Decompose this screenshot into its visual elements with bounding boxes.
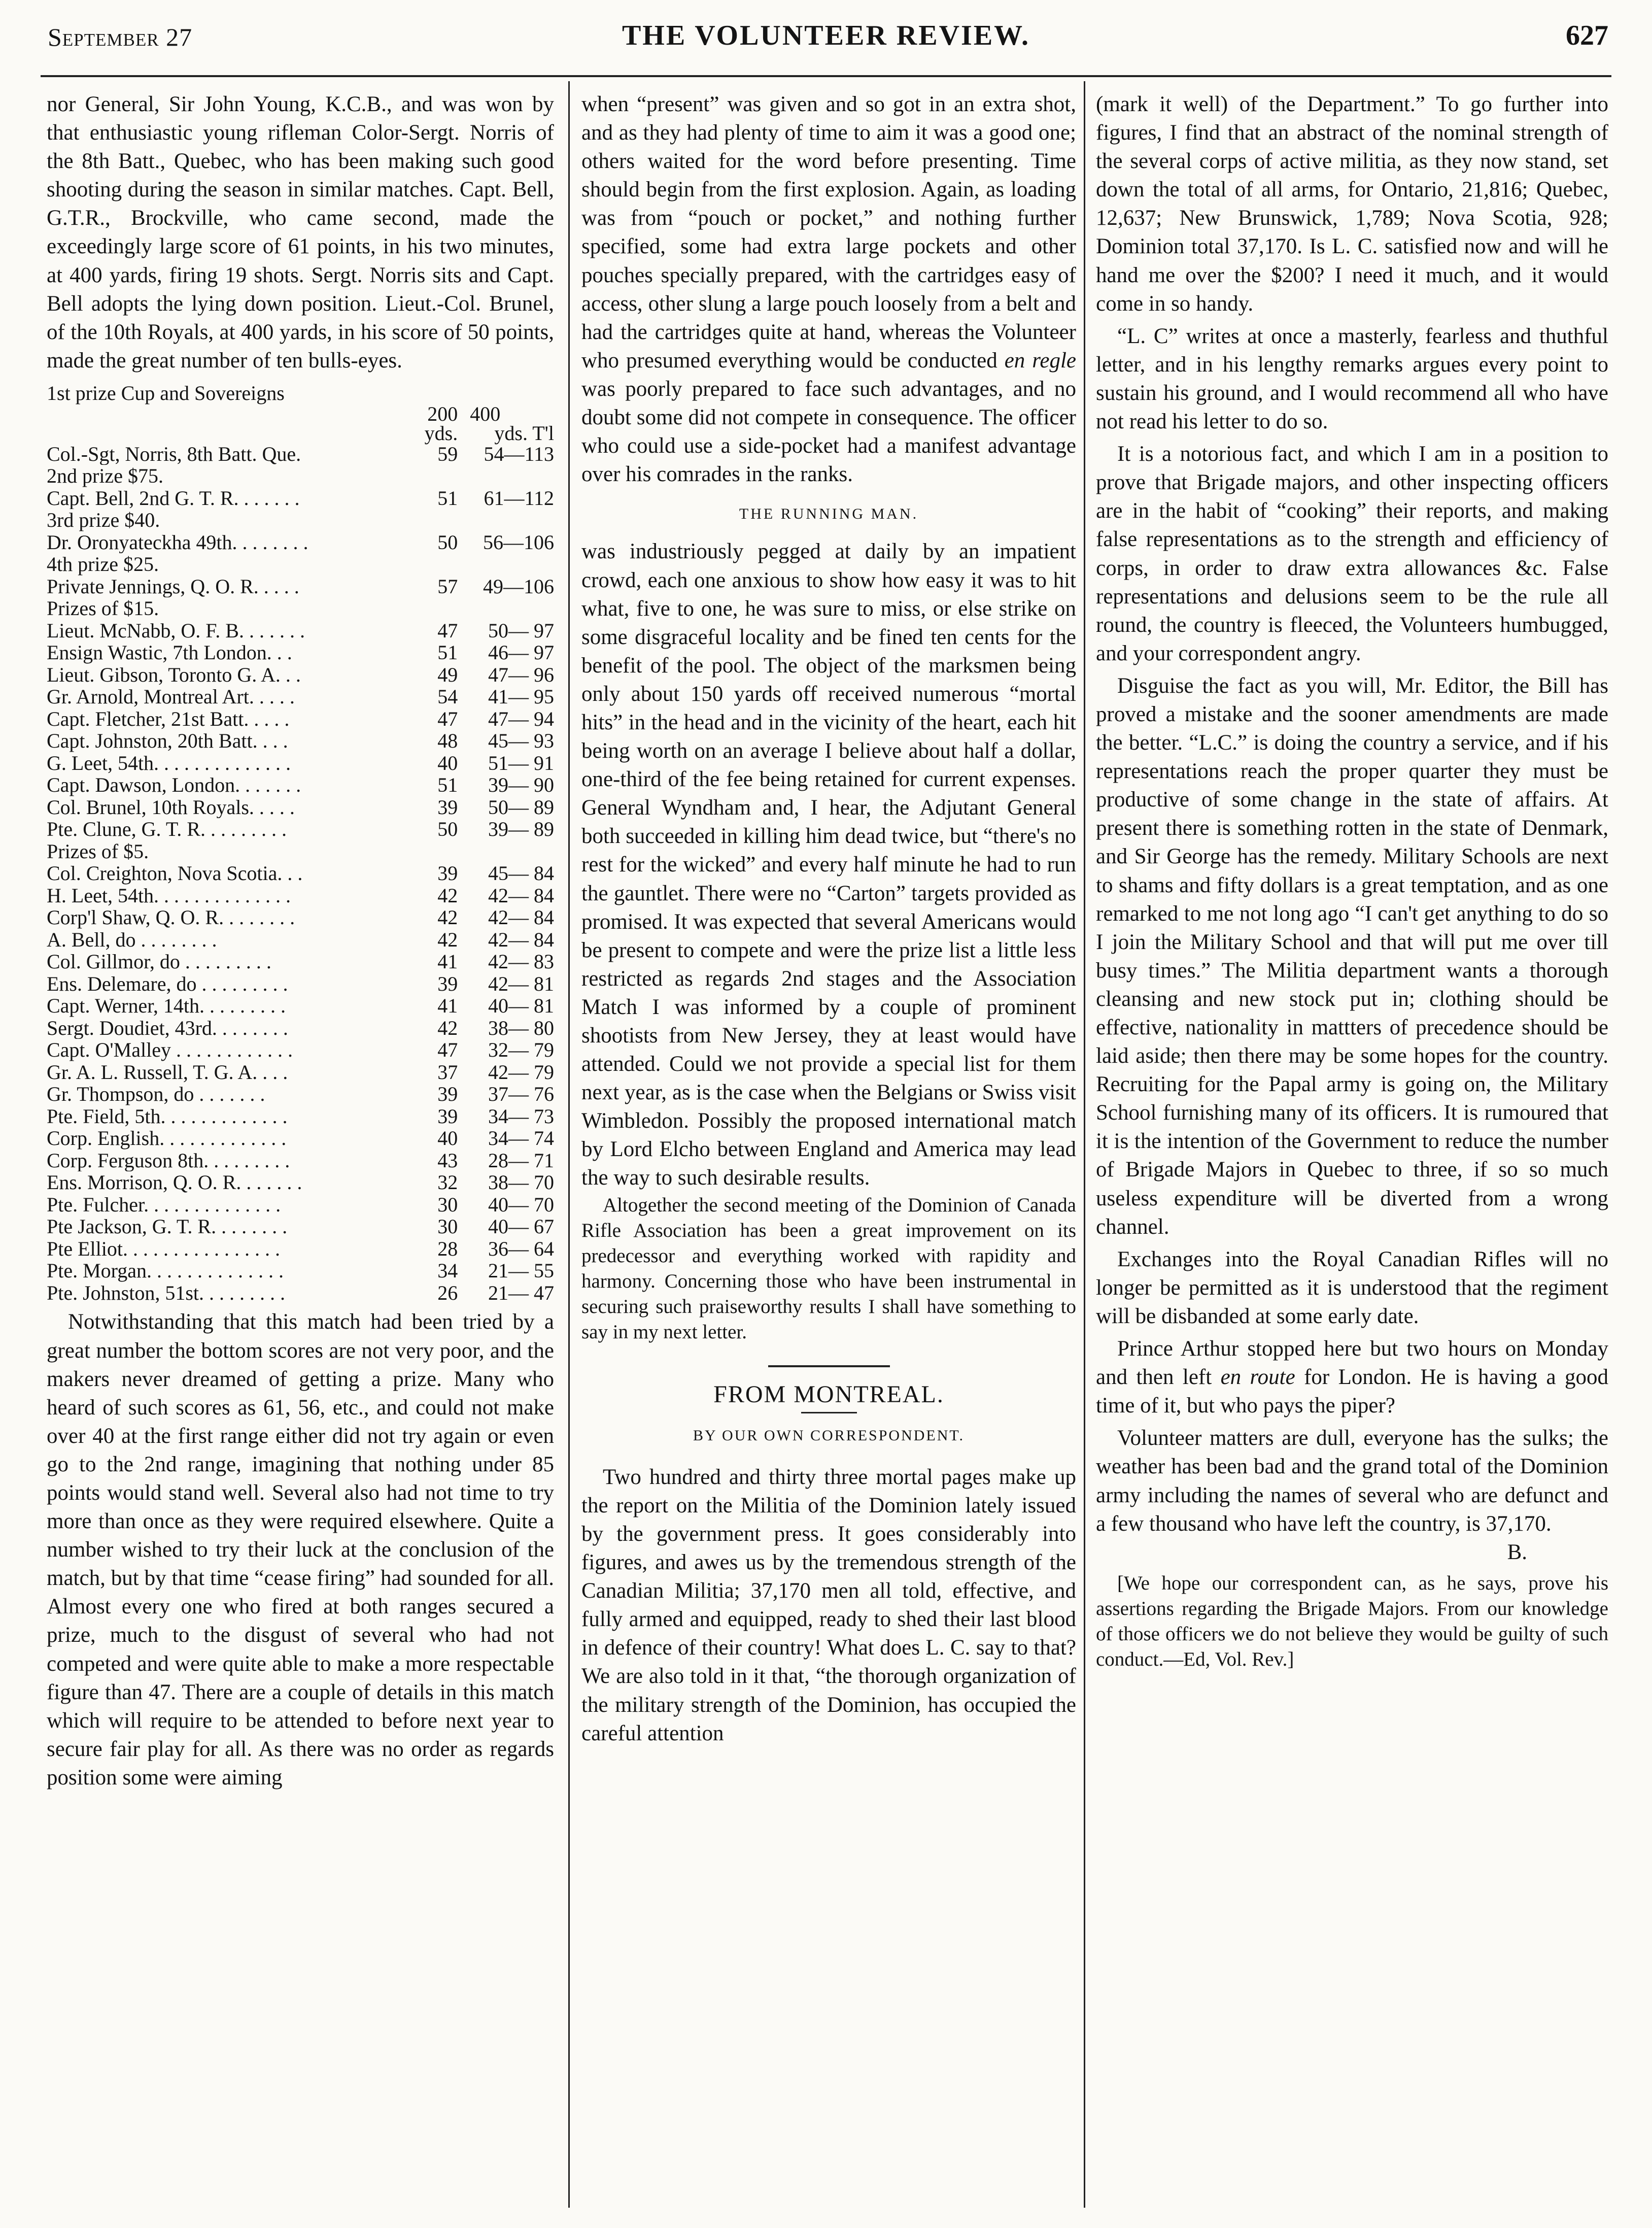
prize-heading-row <box>47 553 554 576</box>
range-header: 400 <box>470 402 501 425</box>
competitor-name: Corp'l Shaw, Q. O. R. . . . . . . . <box>47 906 295 929</box>
score-row <box>47 443 554 465</box>
competitor-name: Gr. Thompson, do . . . . . . . <box>47 1083 265 1105</box>
competitor-name: Capt. Bell, 2nd G. T. R. . . . . . . <box>47 487 300 510</box>
score-row <box>47 796 554 819</box>
competitor-name: Capt. O'Malley . . . . . . . . . . . . <box>47 1039 293 1061</box>
prize-heading: 2nd prize $75. <box>47 465 163 487</box>
score-row <box>47 818 554 840</box>
text-run: was poorly prepared to face such advantages, and no doubt some did not compete in consequence. The officer who could use a side-pocket had a manifest advantage over his comrades in the ranks. <box>581 377 1076 487</box>
article-paragraph <box>581 90 1076 489</box>
score-400-total: 42— 84 <box>488 906 554 929</box>
page-header <box>41 10 1611 71</box>
score-row <box>47 1105 554 1128</box>
score-400-total: 56—106 <box>483 530 554 554</box>
prize-list-title: 1st prize Cup and Sovereigns <box>47 381 285 404</box>
score-400-total: 38— 80 <box>488 1016 554 1039</box>
competitor-name: Col. Creighton, Nova Scotia. . . <box>47 862 303 885</box>
competitor-name: Col. Brunel, 10th Royals. . . . . <box>47 796 295 819</box>
competitor-name: Gr. Arnold, Montreal Art. . . . . <box>47 686 295 708</box>
score-200: 28 <box>437 1237 458 1260</box>
score-400-total: 28— 71 <box>488 1149 554 1172</box>
score-header-row <box>47 404 554 424</box>
score-400-total: 45— 93 <box>488 729 554 753</box>
competitor-name: Sergt. Doudiet, 43rd. . . . . . . . <box>47 1017 288 1039</box>
score-200: 40 <box>437 751 458 774</box>
competitor-name: G. Leet, 54th. . . . . . . . . . . . . . <box>47 752 291 774</box>
score-400-total: 42— 84 <box>488 884 554 907</box>
score-row <box>47 1238 554 1260</box>
competitor-name: Corp. Ferguson 8th. . . . . . . . . <box>47 1149 290 1172</box>
score-400-total: 41— 95 <box>488 685 554 708</box>
competitor-name: Ens. Delemare, do . . . . . . . . . <box>47 972 288 995</box>
competitor-name: Col.-Sgt, Norris, 8th Batt. Que. <box>47 443 301 465</box>
score-400-total: 34— 73 <box>488 1104 554 1128</box>
score-400-total: 32— 79 <box>488 1038 554 1062</box>
score-row <box>47 664 554 686</box>
competitor-name: Lieut. Gibson, Toronto G. A. . . <box>47 663 301 686</box>
article-paragraph: was industriously pegged at daily by an impatient crowd, each one anxious to show how easy it was to hit what, five to one, he was sure to miss, or else strike on some disgraceful locality and be fined ten cents for the benefit of the pool. The object of the marksmen being only about 150 yards off received numerous “mortal hits” in the head and in the vicinity of the heart, each hit being worth on an average I believe about half a dollar, one-third of the fee being retained for current expenses. General Wyndham and, I hear, the Adjutant General both succeeded in killing him dead twice, but “there's no rest for the wicked” and every half minute he had to run the gauntlet. There were no “Carton” targets provided as promised. It was expected that several Americans would be present to compete and were the prize list a little less restricted as regards 2nd stages and the Association Match I was informed by a couple of prominent shootists from New Jersey, they at least would have attended. Could we not provide a special list for them next year, as is the case when the Belgians or Swiss visit Wimbledon. Possibly the proposed international match by Lord Elcho between England and America may lead the way to such desirable results. <box>581 539 1076 1190</box>
column-rule <box>1084 81 1085 2208</box>
score-row <box>47 862 554 885</box>
score-row <box>47 642 554 664</box>
competitor-name: Pte Elliot. . . . . . . . . . . . . . . . <box>47 1237 280 1260</box>
score-400-total: 42— 79 <box>488 1060 554 1084</box>
score-row <box>47 929 554 951</box>
score-200: 59 <box>437 442 458 465</box>
article-paragraph: Two hundred and thirty three mortal pages make up the report on the Militia of the Dominion lately issued by the government press. It goes considerably into figures, and awes us by the tremendous strength of the Canadian Militia; 37,170 men all told, effective, and fully armed and equipped, ready to shed their last blood in defence of their country! What does L. C. say to that? We are also told in it that, “the thorough organization of the military strength of the Dominion, has occupied the careful attention <box>581 1465 1076 1745</box>
score-200: 30 <box>437 1193 458 1216</box>
text-run: for London. He is having a good time of it, but who pays the piper? <box>1096 1365 1608 1418</box>
article-paragraph: (mark it well) of the Department.” To go further into figures, I find that an abstract of the nominal strength of the several corps of active militia, as they now stand, set down the total of all arms, for Ontario, 21,816; Quebec, 12,637; New Brunswick, 1,789; Nova Scotia, 928; Dominion total 37,170. Is L. C. satisfied now and will he hand me over the $200? I need it much, and it would come in so handy. <box>1096 92 1608 316</box>
score-400-total: 45— 84 <box>488 862 554 885</box>
score-200: 49 <box>437 663 458 686</box>
competitor-name: Dr. Oronyateckha 49th. . . . . . . . <box>47 531 308 554</box>
score-400-total: 37— 76 <box>488 1083 554 1106</box>
score-200: 37 <box>437 1060 458 1084</box>
score-200: 30 <box>437 1215 458 1238</box>
score-row <box>47 576 554 598</box>
competitor-name: Col. Gillmor, do . . . . . . . . . <box>47 951 271 973</box>
text-run: when “present” was given and so got in an extra shot, and as they had plenty of time to aim it was a good one; others waited for the word before presenting. Time should begin from the first explosion. Again, as loading was from “pouch or pocket,” and nothing further specified, some had extra large pockets and other pouches specially prepared, with the cartridges easy of access, other slung a large pouch loosely from a belt and had the cartridges quite at hand, whereas the Volunteer who presumed everything would be conducted <box>581 92 1076 373</box>
score-row <box>47 487 554 510</box>
competitor-name: Capt. Johnston, 20th Batt. . . . <box>47 730 288 752</box>
score-200: 41 <box>437 994 458 1018</box>
score-row <box>47 752 554 774</box>
prize-heading-row <box>47 840 554 863</box>
score-200: 39 <box>437 795 458 819</box>
score-400-total: 51— 91 <box>488 751 554 774</box>
score-200: 51 <box>437 486 458 510</box>
score-200: 47 <box>437 1038 458 1062</box>
prize-heading-row <box>47 465 554 487</box>
range-header: yds. T'l <box>494 421 554 445</box>
score-row <box>47 973 554 995</box>
score-row <box>47 774 554 796</box>
score-200: 42 <box>437 884 458 907</box>
article-paragraph: Altogether the second meeting of the Dominion of Canada Rifle Association has been a great improvement on its predecessor and everything worked with rapidity and harmony. Concerning those who have been instrumental in securing such praiseworthy results I shall have something to say in my next letter. <box>581 1194 1076 1343</box>
competitor-name: Capt. Dawson, London. . . . . . . <box>47 774 301 796</box>
score-200: 47 <box>437 707 458 730</box>
page-number: 627 <box>1566 20 1608 51</box>
header-date: September 27 <box>48 23 193 51</box>
score-400-total: 36— 64 <box>488 1237 554 1260</box>
competitor-name: Private Jennings, Q. O. R. . . . . <box>47 575 299 598</box>
score-row <box>47 951 554 973</box>
competitor-name: Corp. English. . . . . . . . . . . . . <box>47 1127 287 1150</box>
score-header-row <box>47 424 554 443</box>
range-header: 200 <box>427 402 458 425</box>
column-2 <box>581 90 1076 1748</box>
score-400-total: 61—112 <box>484 486 554 510</box>
article-paragraph: Disguise the fact as you will, Mr. Editor, the Bill has proved a mistake and the sooner amendments are made the better. “L.C.” is doing the country a service, and if his representations reach the proper quarter they must be productive of some change in the state of affairs. At present there is something rotten in the state of Denmark, and Sir George has the remedy. Military Schools are next to shams and fifty dollars is a great temptation, and as one remarked to me not long ago “I can't get anything to do so I join the Military School and that will put me over till busy times.” The Militia department wants a thorough cleansing and new stock put in; clothing should be effective, nationality in mattters of precedence should be laid aside; then there may be some hopes for the country. Recruiting for the Papal army is going on, the Military School furnishing many of its officers. It is rumoured that it is the intention of the Government to reduce the number of Brigade Majors in Quebec to three, if so so much useless expenditure will be diverted from a wrong channel. <box>1096 673 1608 1239</box>
publication-title: THE VOLUNTEER REVIEW. <box>622 20 1030 51</box>
score-400-total: 42— 83 <box>488 950 554 973</box>
score-200: 48 <box>437 729 458 753</box>
competitor-name: Capt. Fletcher, 21st Batt. . . . . <box>47 707 290 730</box>
score-400-total: 47— 96 <box>488 663 554 686</box>
italic-phrase: en regle <box>1004 348 1076 373</box>
score-400-total: 34— 74 <box>488 1127 554 1150</box>
score-400-total: 54—113 <box>484 442 554 465</box>
article-paragraph <box>1096 1335 1608 1420</box>
score-200: 51 <box>437 641 458 664</box>
column-1 <box>47 90 554 1792</box>
score-400-total: 38— 70 <box>488 1171 554 1194</box>
score-row <box>47 1282 554 1304</box>
score-row <box>47 686 554 708</box>
competitor-name: Gr. A. L. Russell, T. G. A. . . . <box>47 1061 288 1084</box>
score-200: 43 <box>437 1149 458 1172</box>
score-400-total: 40— 70 <box>488 1193 554 1216</box>
article-paragraph: Volunteer matters are dull, everyone has the sulks; the weather has been bad and the grand total of the Dominion army including the names of several who are defunct and a few thousand who have left the country, is 37,170. <box>1096 1426 1608 1536</box>
score-row <box>47 1127 554 1150</box>
prize-heading: 3rd prize $40. <box>47 509 160 531</box>
score-200: 34 <box>437 1259 458 1282</box>
score-row <box>47 531 554 554</box>
score-row <box>47 620 554 642</box>
text-run: Prince Arthur stopped here but two hours on Monday and then left <box>1096 1337 1608 1390</box>
competitor-name: Pte. Field, 5th. . . . . . . . . . . . . <box>47 1105 288 1128</box>
italic-phrase: en route <box>1220 1365 1295 1390</box>
score-200: 57 <box>437 575 458 598</box>
score-400-total: 50— 97 <box>488 619 554 642</box>
competitor-name: Pte. Clune, G. T. R. . . . . . . . . <box>47 818 287 840</box>
score-row <box>47 1150 554 1172</box>
competitor-name: Ens. Morrison, Q. O. R. . . . . . . <box>47 1171 302 1194</box>
prize-heading-row <box>47 509 554 531</box>
section-rule <box>768 1365 890 1367</box>
column-3 <box>1096 90 1608 1672</box>
score-row <box>47 1083 554 1105</box>
score-row <box>47 1061 554 1084</box>
score-200: 41 <box>437 950 458 973</box>
score-row <box>47 1039 554 1061</box>
score-200: 42 <box>437 1016 458 1039</box>
competitor-name: Ensign Wastic, 7th London. . . <box>47 642 292 664</box>
article-paragraph: Notwithstanding that this match had been tried by a great number the bottom scores are not very poor, and the makers never dreamed of getting a prize. Many who heard of such scores as 61, 56, etc., and could not make over 40 at the first range either did not try again or even go to the 2nd range, imagining that nothing under 85 points would stand well. Several also had not time to try more than once as they were required elsewhere. Quite a number wished to try their luck at the conclusion of the match, but by that time “cease firing” had sounded for all. Almost every one who fired at both ranges secured a prize, much to the disgust of several who had not competed and were quite able to make a more respectable figure than 47. There are a couple of details in this match which will require to be attended to before next year to secure fair play for all. As there was no order as regards position some were aiming <box>47 1310 554 1790</box>
score-200: 26 <box>437 1281 458 1304</box>
signature: B. <box>1507 1540 1527 1564</box>
editor-note: [We hope our correspondent can, as he says, prove his assertions regarding the Brigade Majors. From our knowledge of those officers we do not believe they would be guilty of such conduct.—Ed, Vol. Rev.] <box>1096 1572 1608 1670</box>
competitor-name: Pte. Morgan. . . . . . . . . . . . . . <box>47 1260 284 1282</box>
section-title: FROM MONTREAL. <box>713 1380 944 1408</box>
score-400-total: 42— 84 <box>488 928 554 951</box>
score-200: 42 <box>437 928 458 951</box>
score-200: 51 <box>437 773 458 797</box>
score-row <box>47 906 554 929</box>
prize-heading: Prizes of $15. <box>47 597 159 620</box>
score-row <box>47 730 554 752</box>
competitor-name: Pte. Fulcher. . . . . . . . . . . . . . <box>47 1193 281 1216</box>
competitor-name: Lieut. McNabb, O. F. B. . . . . . . <box>47 619 305 642</box>
score-row <box>47 995 554 1017</box>
range-header: yds. <box>424 421 458 445</box>
score-400-total: 39— 90 <box>488 773 554 797</box>
score-400-total: 40— 67 <box>488 1215 554 1238</box>
competitor-name: Pte Jackson, G. T. R. . . . . . . . <box>47 1216 288 1238</box>
score-200: 42 <box>437 906 458 929</box>
score-row <box>47 885 554 907</box>
score-400-total: 46— 97 <box>488 641 554 664</box>
score-400-total: 21— 47 <box>488 1281 554 1304</box>
score-400-total: 42— 81 <box>488 972 554 995</box>
prize-heading-row <box>47 597 554 620</box>
article-paragraph: “L. C” writes at once a masterly, fearless and thuthful letter, and in his lengthy remarks argues every point to sustain his ground, and I would recommend all who have not read his letter to do so. <box>1096 324 1608 434</box>
score-200: 40 <box>437 1127 458 1150</box>
score-400-total: 50— 89 <box>488 795 554 819</box>
score-200: 47 <box>437 619 458 642</box>
score-400-total: 39— 89 <box>488 818 554 841</box>
score-400-total: 49—106 <box>483 575 554 598</box>
score-400-total: 47— 94 <box>488 707 554 730</box>
score-200: 39 <box>437 972 458 995</box>
header-rule <box>41 75 1611 77</box>
byline: BY OUR OWN CORRESPONDENT. <box>693 1427 965 1444</box>
subheading: THE RUNNING MAN. <box>739 505 919 523</box>
section-rule <box>801 1412 857 1413</box>
article-paragraph: Exchanges into the Royal Canadian Rifles will no longer be permitted as it is understood that the regiment will be disbanded at some early date. <box>1096 1247 1608 1328</box>
score-200: 54 <box>437 685 458 708</box>
score-row <box>47 1260 554 1282</box>
score-row <box>47 1171 554 1194</box>
score-row <box>47 1017 554 1039</box>
score-row <box>47 708 554 730</box>
competitor-name: Capt. Werner, 14th. . . . . . . . . <box>47 995 286 1017</box>
competitor-name: Pte. Johnston, 51st. . . . . . . . . <box>47 1281 286 1304</box>
competitor-name: H. Leet, 54th. . . . . . . . . . . . . . <box>47 884 291 907</box>
article-paragraph: nor General, Sir John Young, K.C.B., and was won by that enthusiastic young rifleman Color-Sergt. Norris of the 8th Batt., Quebec, who has been making such good shooting during the season in similar matches. Capt. Bell, G.T.R., Brockville, who came second, made the exceedingly large score of 61 points, in his two minutes, at 400 yards, firing 19 shots. Sergt. Norris sits and Capt. Bell adopts the lying down position. Lieut.-Col. Brunel, of the 10th Royals, at 400 yards, in his score of 50 points, made the great number of ten bulls-eyes. <box>47 92 554 373</box>
score-200: 39 <box>437 1083 458 1106</box>
competitor-name: A. Bell, do . . . . . . . . <box>47 928 217 951</box>
signature-line <box>1096 1538 1608 1567</box>
score-400-total: 40— 81 <box>488 994 554 1018</box>
score-200: 50 <box>437 818 458 841</box>
column-rule <box>568 81 570 2208</box>
article-paragraph: It is a notorious fact, and which I am in a position to prove that Brigade majors, and other inspecting officers are in the habit of “cooking” their reports, and making false representations as to the strength and efficiency of corps, in order to draw extra allowances &c. False representations and delusions seem to be the rule all round, the country is fleeced, the Volunteers humbugged, and your correspondent angry. <box>1096 442 1608 665</box>
score-400-total: 21— 55 <box>488 1259 554 1282</box>
score-row <box>47 1216 554 1238</box>
score-row <box>47 1194 554 1216</box>
prize-heading: Prizes of $5. <box>47 840 149 863</box>
score-200: 50 <box>437 530 458 554</box>
score-200: 32 <box>437 1171 458 1194</box>
score-200: 39 <box>437 1104 458 1128</box>
score-table <box>47 404 554 1304</box>
prize-heading: 4th prize $25. <box>47 553 159 576</box>
score-200: 39 <box>437 862 458 885</box>
